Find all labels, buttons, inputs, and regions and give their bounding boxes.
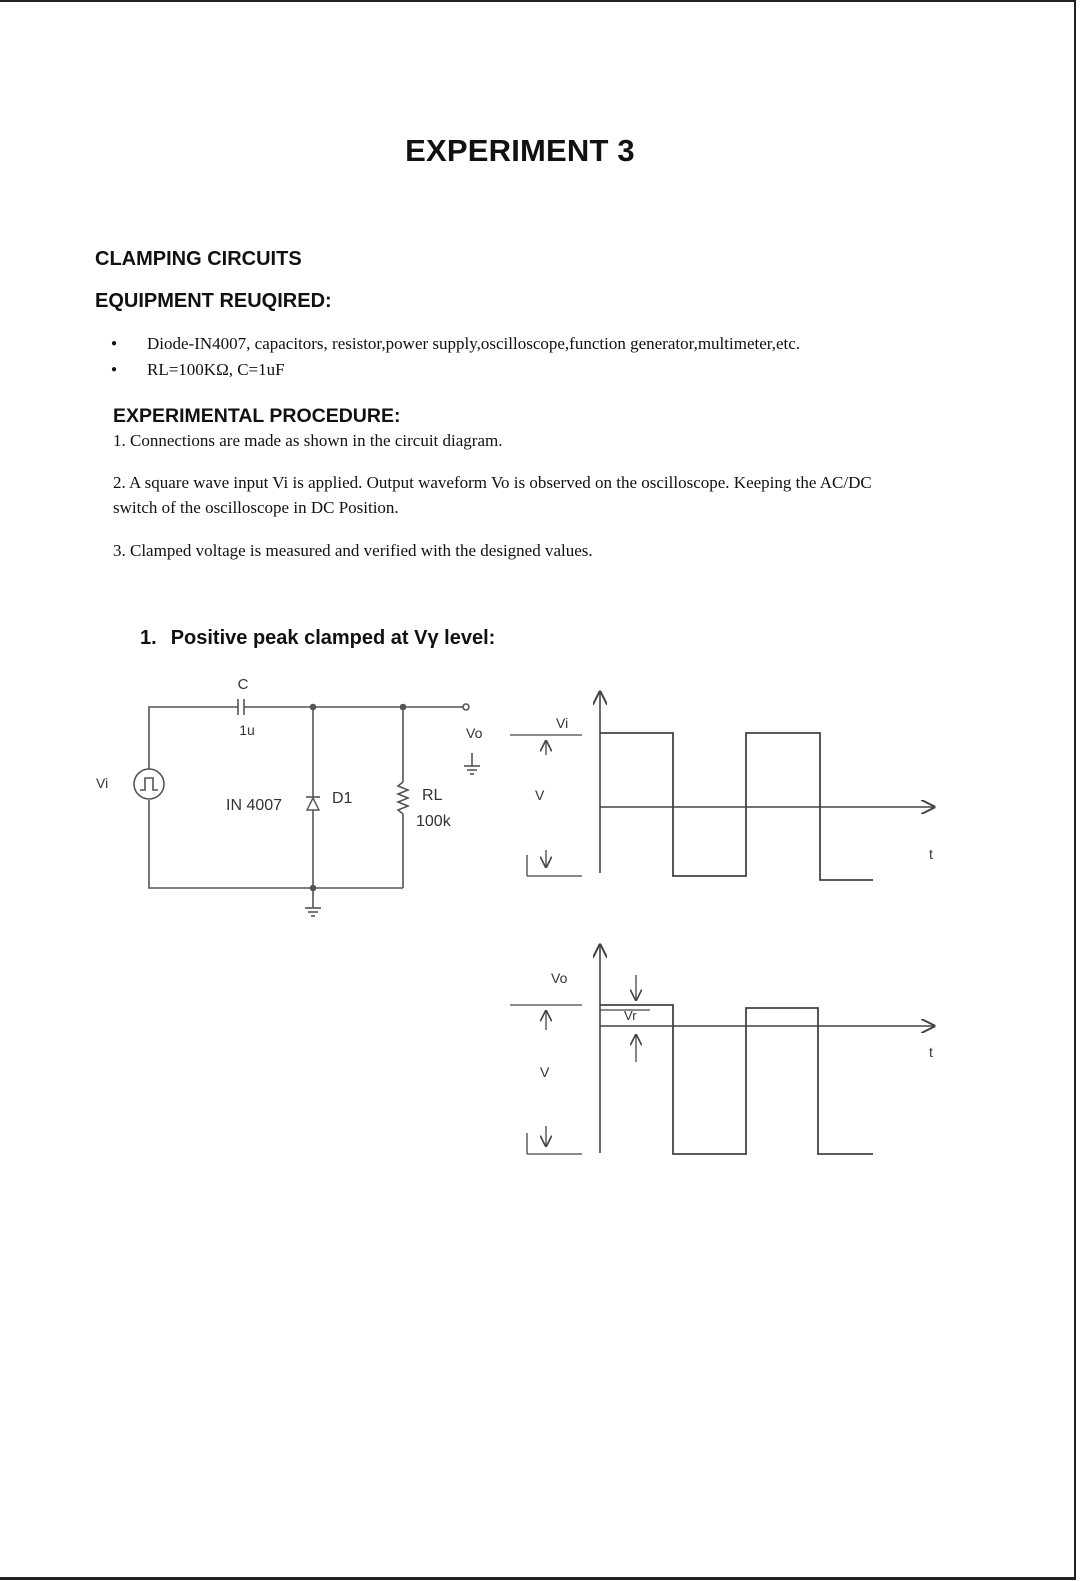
section-title: CLAMPING CIRCUITS — [95, 248, 302, 270]
input-amp-label: V — [535, 787, 545, 803]
pulse-source-icon — [134, 769, 164, 799]
equipment-item: ● Diode-IN4007, capacitors, resistor,power supply,oscilloscope,function generator,multimeter,etc. — [108, 331, 800, 357]
ground-symbol — [305, 888, 321, 916]
equipment-item: ● RL=100KΩ, C=1uF — [108, 357, 800, 383]
capacitor-value: 1u — [239, 722, 255, 738]
output-square-wave — [600, 1005, 873, 1154]
input-waveform-graph — [510, 692, 934, 880]
equipment-heading: EQUIPMENT REUQIRED: — [95, 290, 332, 312]
procedure-step-1: 1. Connections are made as shown in the circuit diagram. — [113, 431, 503, 450]
figure-number: 1. — [140, 627, 157, 649]
output-ground-symbol — [464, 753, 480, 774]
figure-title-text: Positive peak clamped at Vγ level: — [170, 627, 496, 649]
wire-source-top — [149, 707, 238, 769]
diode-part-label: IN 4007 — [226, 797, 283, 814]
diode-symbol — [306, 797, 320, 810]
resistor-label: RL — [422, 787, 443, 804]
procedure-step-3: 3. Clamped voltage is measured and verified with the designed values. — [113, 541, 593, 560]
procedure-step-2: 2. A square wave input Vi is applied. Output waveform Vo is observed on the oscilloscope. Keeping the AC/DC switch of the oscilloscope in DC Position. — [113, 473, 872, 517]
output-waveform-graph — [510, 945, 934, 1154]
output-signal-label: Vo — [551, 970, 568, 986]
output-time-label: t — [929, 1044, 933, 1060]
clamper-circuit — [134, 699, 480, 916]
resistor-value: 100k — [416, 813, 451, 830]
capacitor-symbol — [238, 699, 244, 715]
offset-label: Vr — [624, 1008, 637, 1023]
resistor-symbol — [398, 782, 408, 814]
procedure-heading: EXPERIMENTAL PROCEDURE: — [113, 405, 401, 427]
input-time-label: t — [929, 846, 933, 862]
capacitor-label: C — [237, 676, 249, 693]
output-terminal — [463, 704, 469, 710]
source-label: Vi — [96, 775, 109, 791]
page-title: EXPERIMENT 3 — [405, 133, 635, 168]
output-amp-label: V — [540, 1064, 550, 1080]
output-label: Vo — [466, 725, 483, 741]
input-signal-label: Vi — [556, 715, 569, 731]
diode-label: D1 — [332, 790, 353, 807]
